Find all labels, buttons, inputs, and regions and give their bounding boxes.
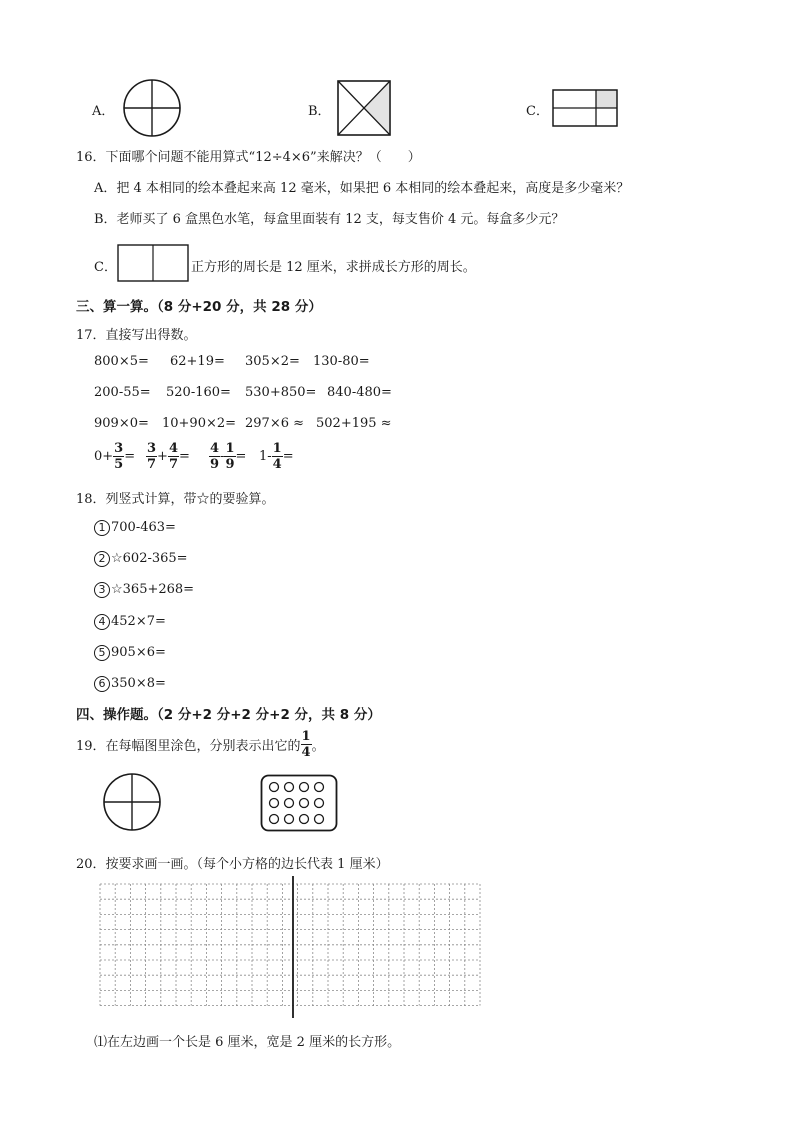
circled-number: 4	[94, 614, 110, 630]
q17-r1-c2: 62+19=	[170, 354, 225, 369]
q18-expr: ☆365+268=	[111, 582, 195, 597]
q16-option-c-text: 正方形的周长是 12 厘米，求拼成长方形的周长。	[191, 260, 476, 275]
grid-lines	[100, 884, 480, 1006]
circled-number: 5	[94, 645, 110, 661]
frac-pre: 0+	[94, 449, 114, 464]
frac-equals: =	[179, 449, 190, 464]
q17-r4-c2	[146, 442, 190, 471]
fraction: $\frac{1}{4}$	[272, 441, 282, 472]
section-3-title: 三、算一算。（8 分+20 分，共 28 分）	[76, 299, 322, 315]
circled-number: 1	[94, 520, 110, 536]
q18-expr: ☆602-365=	[111, 551, 188, 566]
circled-number: 3	[94, 582, 110, 598]
q16-two-squares-figure	[117, 244, 189, 282]
q17-r3-c2: 10+90×2=	[162, 416, 237, 431]
q20-prompt: 20．按要求画一画。（每个小方格的边长代表 1 厘米）	[76, 857, 389, 872]
q18-expr: 905×6=	[111, 645, 166, 660]
circled-number: 2	[94, 551, 110, 567]
q19-dots-tray-figure	[260, 774, 338, 832]
q17-r2-c4: 840-480=	[327, 385, 392, 400]
circled-number: 6	[94, 676, 110, 692]
fraction: $\frac{3}{7}$	[147, 441, 157, 472]
q18-item-5	[94, 645, 166, 661]
q20-grid	[96, 876, 492, 1018]
frac-operator: -	[220, 449, 225, 464]
q16-option-c-label: C．	[94, 260, 117, 275]
fraction: $\frac{1}{9}$	[225, 441, 235, 472]
q18-expr: 350×8=	[111, 676, 166, 691]
q17-r2-c2: 520-160=	[166, 385, 231, 400]
q17-r1-c1: 800×5=	[94, 354, 149, 369]
q17-r3-c3: 297×6 ≈	[245, 416, 305, 431]
q15-option-c-label: C．	[526, 104, 549, 119]
q17-r4-c4	[259, 442, 294, 471]
q17-r3-c4: 502+195 ≈	[316, 416, 392, 431]
q17-prompt: 17．直接写出得数。	[76, 328, 197, 343]
q17-r1-c4: 130-80=	[313, 354, 370, 369]
q16-option-a: A．把 4 本相同的绘本叠起来高 12 毫米，如果把 6 本相同的绘本叠起来，高度是多少毫米？	[94, 181, 630, 196]
frac-operator: +	[157, 449, 168, 464]
q18-item-3	[94, 582, 194, 598]
q18-item-2	[94, 551, 188, 567]
q18-expr: 452×7=	[111, 614, 166, 629]
q17-r3-c1: 909×0=	[94, 416, 149, 431]
q15-option-a-circle	[122, 78, 182, 138]
q15-option-a-label: A．	[92, 104, 115, 119]
fraction: $\frac{1}{4}$	[301, 729, 311, 760]
q18-item-1	[94, 520, 176, 536]
frac-equals: =	[124, 449, 136, 464]
q18-prompt: 18．列竖式计算，带☆的要验算。	[76, 492, 275, 507]
q19-prompt-text: 19．在每幅图里涂色，分别表示出它的	[76, 739, 301, 754]
fraction: $\frac{4}{9}$	[210, 441, 220, 472]
q18-item-4	[94, 614, 166, 630]
q16-option-b: B．老师买了 6 盒黑色水笔，每盒里面装有 12 支，每支售价 4 元。每盒多少元？	[94, 212, 565, 227]
frac-equals: =	[282, 449, 294, 464]
q17-r4-c3	[209, 442, 246, 471]
q17-r4-c1	[94, 442, 135, 471]
fraction: $\frac{4}{7}$	[168, 441, 178, 472]
q20-sub-question-1: ⑴在左边画一个长是 6 厘米，宽是 2 厘米的长方形。	[94, 1035, 401, 1050]
q15-option-b-square	[337, 80, 391, 136]
section-4-title: 四、操作题。（2 分+2 分+2 分+2 分，共 8 分）	[76, 707, 381, 723]
frac-equals: =	[235, 449, 247, 464]
q18-item-6	[94, 676, 166, 692]
q17-r2-c1: 200-55=	[94, 385, 151, 400]
q15-option-c-rectangle	[552, 89, 618, 127]
q19-prompt	[76, 730, 325, 759]
q19-circle-figure	[102, 772, 162, 832]
q15-option-b-label: B．	[308, 104, 331, 119]
q18-expr: 700-463=	[111, 520, 176, 535]
q16-prompt: 16．下面哪个问题不能用算式“12÷4×6”来解决？（ ）	[76, 150, 421, 165]
fraction: $\frac{3}{5}$	[114, 441, 124, 472]
q17-r2-c3: 530+850=	[245, 385, 317, 400]
q17-r1-c3: 305×2=	[245, 354, 300, 369]
frac-pre: 1-	[259, 449, 272, 464]
q19-prompt-end: 。	[311, 739, 325, 754]
